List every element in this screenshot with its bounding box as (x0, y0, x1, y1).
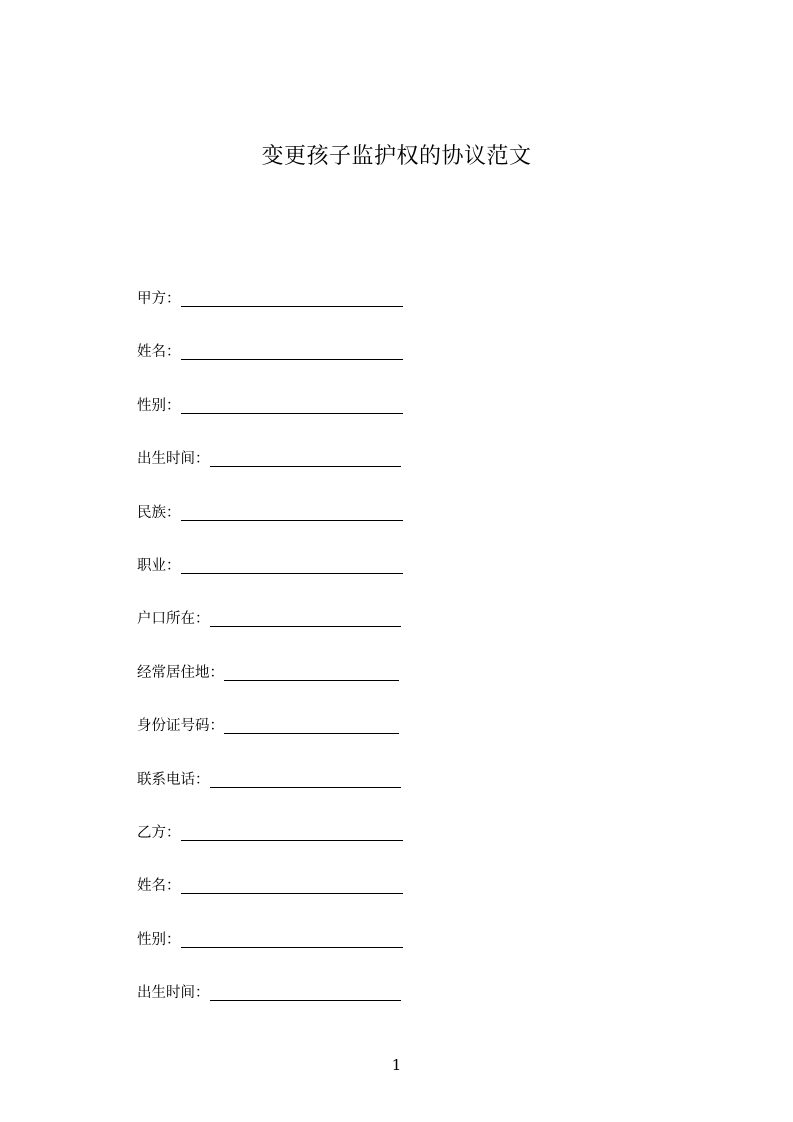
field-label: 甲方： (137, 291, 181, 307)
field-party-a-id-number (137, 715, 377, 737)
field-label: 联系电话： (137, 771, 210, 788)
field-party-a-household (137, 608, 377, 630)
field-label: 乙方： (137, 824, 181, 841)
field-label: 户口所在： (137, 611, 210, 628)
field-label: 出生时间： (137, 985, 210, 1002)
field-label: 身份证号码： (137, 718, 224, 735)
field-party-b-gender (137, 929, 377, 951)
blank-line[interactable] (210, 466, 401, 467)
field-label: 民族： (137, 504, 181, 521)
field-party-b-birth (137, 982, 377, 1004)
field-label: 经常居住地： (137, 664, 224, 681)
blank-line[interactable] (210, 626, 401, 627)
field-label: 性别： (137, 397, 181, 414)
field-label: 职业： (137, 557, 181, 574)
field-label: 出生时间： (137, 451, 210, 468)
field-label: 姓名： (137, 878, 181, 895)
field-party-a-gender (137, 395, 377, 417)
blank-line[interactable] (181, 947, 403, 948)
field-party-a-ethnicity (137, 502, 377, 524)
field-label: 姓名： (137, 344, 181, 361)
blank-line[interactable] (181, 359, 403, 360)
field-party-a-occupation (137, 555, 377, 577)
blank-line[interactable] (181, 520, 403, 521)
blank-line[interactable] (210, 1000, 401, 1001)
field-label: 性别： (137, 931, 181, 948)
field-party-a-name (137, 341, 377, 363)
blank-line[interactable] (224, 733, 399, 734)
field-party-a-residence (137, 662, 377, 684)
page-number: 1 (391, 1056, 402, 1074)
form-fields (137, 288, 377, 1035)
blank-line[interactable] (181, 573, 403, 574)
blank-line[interactable] (224, 680, 399, 681)
field-party-b (137, 822, 377, 844)
field-party-b-name (137, 875, 377, 897)
blank-line[interactable] (181, 413, 403, 414)
field-party-a (137, 288, 377, 310)
blank-line[interactable] (210, 787, 401, 788)
field-party-a-birth (137, 448, 377, 470)
blank-line[interactable] (181, 893, 403, 894)
blank-line[interactable] (181, 840, 403, 841)
field-party-a-phone (137, 769, 377, 791)
document-title: 变更孩子监护权的协议范文 (261, 144, 532, 169)
blank-line[interactable] (181, 306, 403, 307)
